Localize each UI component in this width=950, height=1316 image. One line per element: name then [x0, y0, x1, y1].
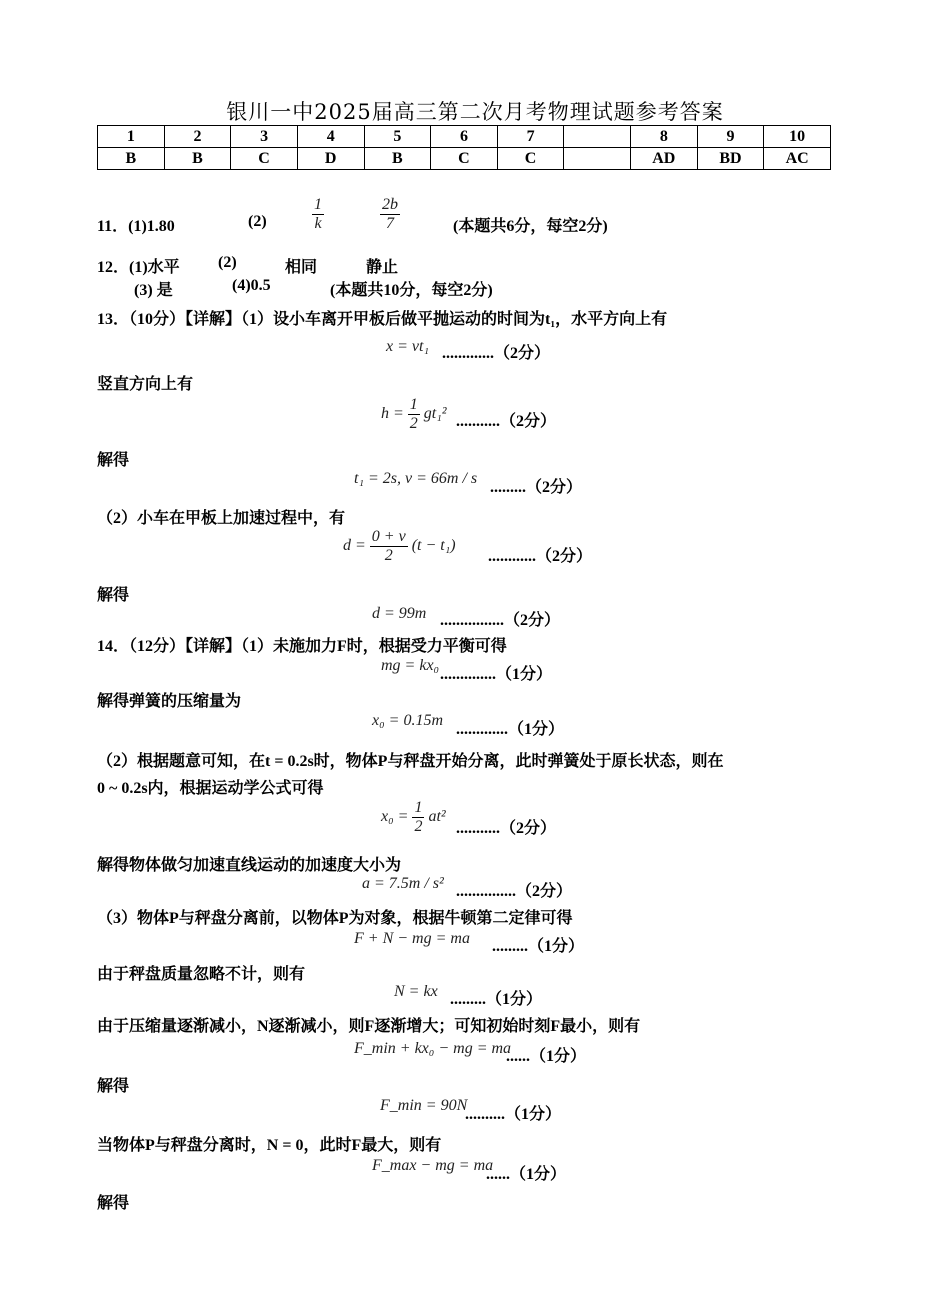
- answer-table-number-row: [98, 126, 831, 148]
- answer-table-number-cell: 2: [164, 126, 231, 148]
- q13-solve2: 解得: [97, 587, 130, 604]
- answer-table-number-cell: 4: [297, 126, 364, 148]
- q13-eq3: t₁ = 2s, v = 66m / s: [354, 470, 478, 487]
- answer-table-number-cell: 8: [631, 126, 698, 148]
- q14-text3: 当物体P与秤盘分离时，N = 0，此时F最大，则有: [97, 1137, 442, 1154]
- q11-part2: (2): [248, 213, 267, 230]
- answer-table-answer-cell: [564, 148, 631, 170]
- answer-table-answer-cell: B: [164, 148, 231, 170]
- q14-eq3: [381, 799, 446, 836]
- q11-frac1-num: 1: [314, 196, 322, 213]
- q13-vertical-label: 竖直方向上有: [97, 376, 194, 393]
- answer-table: [97, 125, 831, 170]
- q14-eq6-note: .........（1分）: [450, 991, 543, 1008]
- answer-table-answer-cell: C: [231, 148, 298, 170]
- q13-header: 13．（10分）【详解】（1）设小车离开甲板后做平抛运动的时间为t₁，水平方向上有: [97, 311, 668, 328]
- q13-eq3-note: .........（2分）: [490, 479, 583, 496]
- answer-table-number-cell: 3: [231, 126, 298, 148]
- q14-eq7-note: ......（1分）: [506, 1048, 587, 1065]
- q14-eq3-den: 2: [414, 818, 423, 835]
- q13-solve1: 解得: [97, 452, 130, 469]
- answer-table-number-cell: 9: [697, 126, 764, 148]
- q14-eq5-note: .........（1分）: [492, 938, 585, 955]
- q11-frac2: [380, 196, 400, 233]
- q11-frac2-den: 7: [386, 215, 394, 232]
- q12-line1-prefix: 12．(1)水平: [97, 259, 180, 276]
- q12-note: (本题共10分，每空2分): [330, 282, 493, 299]
- q12-line2-part3: (3) 是: [134, 282, 173, 299]
- q14-eq9: F_max − mg = ma: [372, 1157, 494, 1174]
- answer-table-answer-cell: D: [297, 148, 364, 170]
- answer-table-answer-cell: AD: [631, 148, 698, 170]
- q14-solve3: 解得: [97, 1078, 130, 1095]
- answer-table-answer-cell: C: [431, 148, 498, 170]
- q14-eq8-note: ..........（1分）: [465, 1106, 562, 1123]
- q13-eq5-note: ................（2分）: [440, 612, 561, 629]
- q13-eq1-note: .............（2分）: [442, 345, 551, 362]
- answer-table-answer-cell: B: [98, 148, 165, 170]
- q13-eq4-den: 2: [384, 547, 393, 564]
- answer-table-number-cell: 1: [98, 126, 165, 148]
- q11-prefix: 11．(1)1.80: [97, 218, 175, 235]
- q14-text1: 由于秤盘质量忽略不计，则有: [97, 966, 306, 983]
- q13-eq2-note: ...........（2分）: [456, 413, 557, 430]
- answer-table-answer-row: [98, 148, 831, 170]
- q14-eq3-rhs: at²: [428, 808, 446, 826]
- q14-eq8: F_min = 90N: [380, 1097, 468, 1114]
- answer-table-number-cell: 5: [364, 126, 431, 148]
- q13-eq2-rhs: gt₁²: [423, 405, 447, 423]
- q14-eq5: F + N − mg = ma: [354, 930, 470, 947]
- q14-eq3-num: 1: [414, 799, 423, 816]
- q14-eq2: x₀ = 0.15m: [372, 712, 444, 729]
- q14-eq3-lhs: x₀ =: [381, 808, 409, 826]
- q14-part2-line1: （2）根据题意可知，在t = 0.2s时，物体P与秤盘开始分离，此时弹簧处于原长状态，则在: [97, 753, 724, 770]
- q14-solve1: 解得弹簧的压缩量为: [97, 693, 242, 710]
- q14-part3: （3）物体P与秤盘分离前，以物体P为对象，根据牛顿第二定律可得: [97, 910, 573, 927]
- q14-solve4: 解得: [97, 1195, 130, 1212]
- q13-eq4-note: ............（2分）: [488, 548, 593, 565]
- answer-table-number-cell: 10: [764, 126, 831, 148]
- q14-eq6: N = kx: [394, 983, 438, 1000]
- q11-frac1: [312, 196, 324, 233]
- q13-eq2-den: 2: [409, 415, 418, 432]
- q12-answer-same: 相同: [285, 259, 318, 276]
- answer-table-answer-cell: C: [497, 148, 564, 170]
- q12-answer-static: 静止: [366, 259, 399, 276]
- q13-eq4-lhs: d =: [343, 537, 366, 555]
- q13-eq2-num: 1: [409, 396, 418, 413]
- q14-eq3-note: ...........（2分）: [456, 820, 557, 837]
- q13-eq5: d = 99m: [372, 605, 427, 622]
- q12-line2-part4: (4)0.5: [232, 277, 271, 294]
- q13-eq4: [343, 528, 456, 565]
- q14-text2: 由于压缩量逐渐减小，N逐渐减小，则F逐渐增大；可知初始时刻F最小，则有: [97, 1018, 641, 1035]
- q13-eq2: [381, 396, 447, 433]
- answer-table-number-cell: 6: [431, 126, 498, 148]
- q11-frac1-den: k: [314, 215, 322, 232]
- q14-part2-line2: 0 ~ 0.2s内，根据运动学公式可得: [97, 780, 324, 797]
- answer-table-answer-cell: BD: [697, 148, 764, 170]
- q13-eq4-num: 0 + v: [371, 528, 406, 545]
- q12-line1-part2: (2): [218, 254, 237, 271]
- answer-table-answer-cell: B: [364, 148, 431, 170]
- answer-table-number-cell: 7: [497, 126, 564, 148]
- answer-table-answer-cell: AC: [764, 148, 831, 170]
- q13-part2: （2）小车在甲板上加速过程中，有: [97, 510, 346, 527]
- answer-table-number-cell: [564, 126, 631, 148]
- q14-eq4-note: ...............（2分）: [456, 883, 573, 900]
- q14-solve2: 解得物体做匀加速直线运动的加速度大小为: [97, 857, 402, 874]
- q11-frac2-num: 2b: [382, 196, 398, 213]
- q14-eq4: a = 7.5m / s²: [362, 875, 444, 892]
- q14-eq7: F_min + kx₀ − mg = ma: [354, 1040, 512, 1057]
- q14-eq9-note: ......（1分）: [486, 1166, 567, 1183]
- q14-eq1-note: ..............（1分）: [440, 666, 553, 683]
- page-title: 银川一中2025届高三第二次月考物理试题参考答案: [226, 100, 724, 124]
- q14-header: 14．（12分）【详解】（1）未施加力F时，根据受力平衡可得: [97, 638, 507, 655]
- q14-eq1: mg = kx₀: [381, 657, 440, 674]
- q13-eq2-lhs: h =: [381, 405, 404, 423]
- q13-eq4-rhs: (t − t₁): [411, 537, 456, 555]
- q14-eq2-note: .............（1分）: [456, 721, 565, 738]
- q13-eq1: x = vt₁: [386, 338, 430, 355]
- q11-note: (本题共6分，每空2分): [453, 218, 608, 235]
